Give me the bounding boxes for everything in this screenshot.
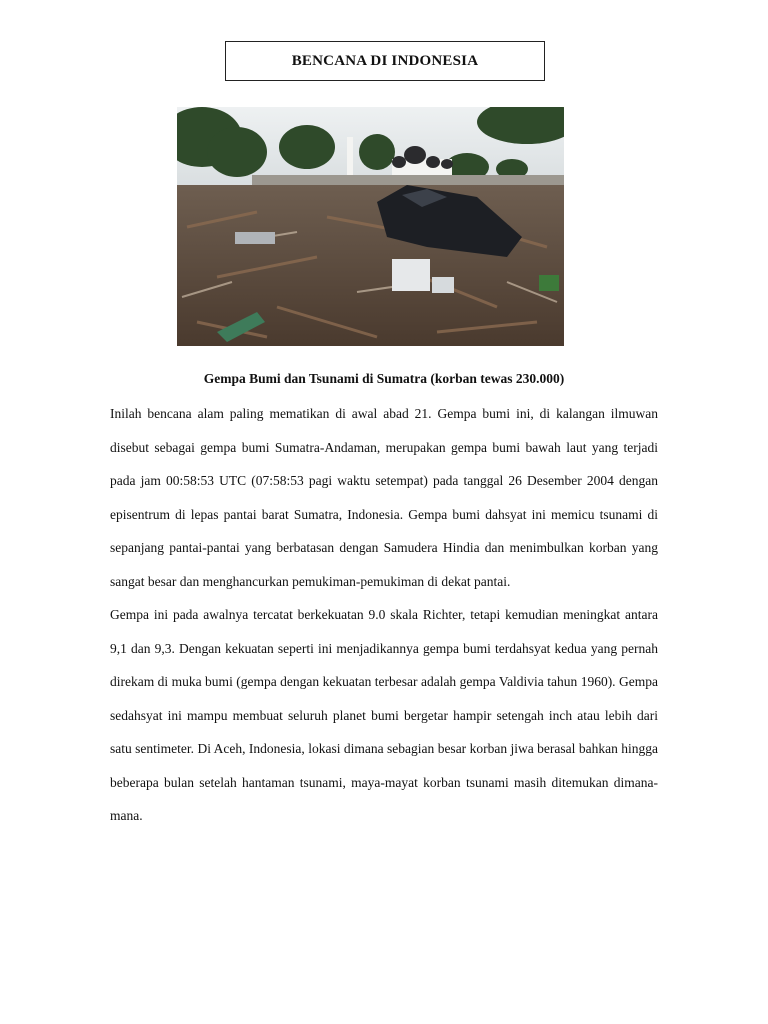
tsunami-debris-photo (177, 107, 564, 346)
photo-caption: Gempa Bumi dan Tsunami di Sumatra (korban tewas 230.000) (203, 371, 565, 386)
document-title: BENCANA DI INDONESIA (225, 41, 545, 81)
photo-illustration (177, 107, 564, 346)
paragraph-2: Gempa ini pada awalnya tercatat berkekuatan 9.0 skala Richter, tetapi kemudian meningkat antara 9,1 dan 9,3. Dengan kekuatan seperti ini menjadikannya gempa bumi terdahsyat kedua yang pernah direkam di muka bumi (gempa dengan kekuatan terbesar adalah gempa Valdivia tahun 1960). Gempa sedahsyat ini mampu membuat seluruh planet bumi bergetar hampir setengah inch atau lebih dari satu sentimeter. Di Aceh, Indonesia, lokasi dimana sebagian besar korban jiwa berasal bahkan hingga beberapa bulan setelah hantaman tsunami, maya-mayat korban tsunami masih ditemukan dimana-mana. (110, 607, 658, 823)
article-body (110, 397, 658, 833)
paragraph-1: Inilah bencana alam paling mematikan di awal abad 21. Gempa bumi ini, di kalangan ilmuwan disebut sebagai gempa bumi Sumatra-Andaman, merupakan gempa bumi bawah laut yang terjadi pada jam 00:58:53 UTC (07:58:53 pagi waktu setempat) pada tanggal 26 Desember 2004 dengan episentrum di lepas pantai barat Sumatra, Indonesia. Gempa bumi dahsyat ini memicu tsunami di sepanjang pantai-pantai yang berbatasan dengan Samudera Hindia dan menimbulkan korban yang sangat besar dan menghancurkan pemukiman-pemukiman di dekat pantai. (110, 406, 658, 589)
